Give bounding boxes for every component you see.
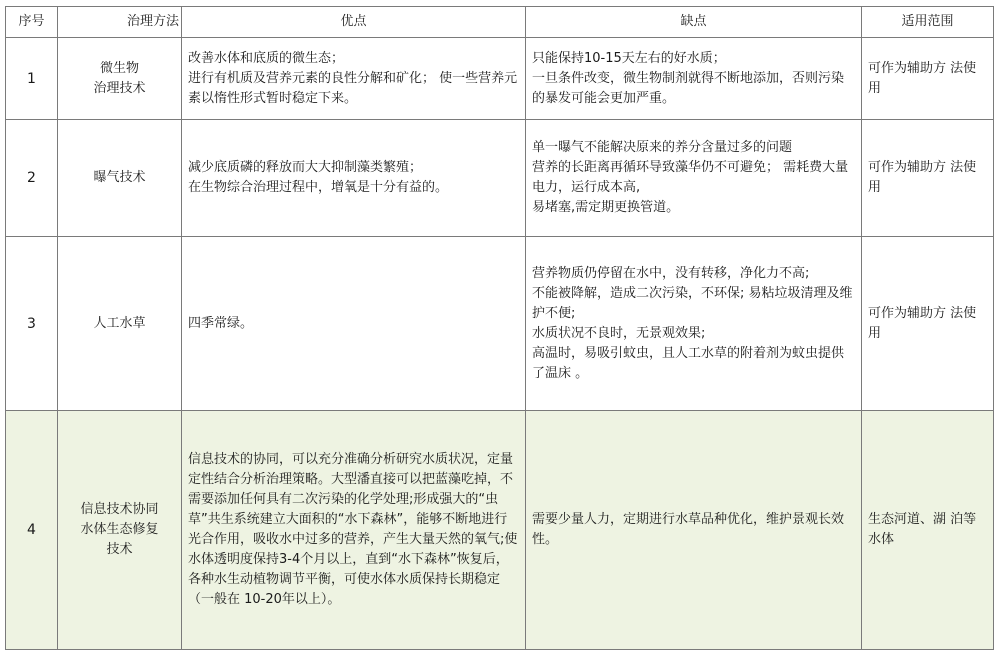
disadvantage-line: 高温时，易吸引蚊虫，且人工水草的附着剂为蚊虫提供了温床 。 xyxy=(532,345,845,381)
treatment-methods-table xyxy=(5,6,994,650)
method-line: 微生物 xyxy=(99,60,139,76)
disadvantage-line: 只能保持10-15天左右的好水质； xyxy=(532,50,726,66)
disadvantage-line: 易堵塞,需定期更换管道。 xyxy=(532,200,680,215)
header-advantages: 优点 xyxy=(182,7,526,38)
table-row xyxy=(6,38,994,120)
method-line: 人工水草 xyxy=(93,315,146,331)
disadvantages-cell xyxy=(526,38,862,120)
disadvantages-cell xyxy=(526,237,862,411)
table-row xyxy=(6,411,994,650)
disadvantage-line: 单一曝气不能解决原来的养分含量过多的问题 xyxy=(532,140,793,155)
row-number: 4 xyxy=(6,411,58,650)
header-method: 治理方法 xyxy=(58,7,182,38)
scope-cell: 可作为辅助方 法使用 xyxy=(862,120,994,237)
method-line: 曝气技术 xyxy=(93,170,146,185)
scope-cell: 生态河道、湖 泊等水体 xyxy=(862,411,994,650)
disadvantage-line: 需要少量人力，定期进行水草品种优化，维护景观长效性。 xyxy=(532,512,845,547)
header-disadvantages: 缺点 xyxy=(526,7,862,38)
disadvantage-line: 水质状况不良时，无景观效果; xyxy=(532,325,706,341)
advantage-line: 减少底质磷的释放而大大抑制藻类繁殖； xyxy=(188,160,423,175)
method-line: 治理技术 xyxy=(93,80,146,96)
advantages-cell xyxy=(182,38,526,120)
header-scope: 适用范围 xyxy=(862,7,994,38)
advantage-line: 进行有机质及营养元素的良性分解和矿化； 使一些营养元素以惰性形式暂时稳定下来。 xyxy=(188,70,518,106)
row-number: 3 xyxy=(6,237,58,411)
method-cell xyxy=(58,411,182,650)
table-row xyxy=(6,120,994,237)
advantages-cell xyxy=(182,120,526,237)
advantage-line: 信息技术的协同，可以充分准确分析研究水质状况，定量定性结合分析治理策略。大型潘直接可以把蓝藻吃掉，不需要添加任何具有二次污染的化学处理;形成强大的“虫草”共生系统建立大面积的“水下森林”，能够不断地进行光合作用，吸收水中过多的营养，产生大量天然的氧气;使水体透明度保持3-4个月以上，直到“水下森林”恢复后，各种水生动植物调节平衡，可使水体水质保持长期稳定（一般在 10-20年以上）。 xyxy=(188,452,518,607)
advantages-cell xyxy=(182,237,526,411)
table-row xyxy=(6,237,994,411)
disadvantage-line: 营养的长距离再循环导致藻华仍不可避免； 需耗费大量电力，运行成本高, xyxy=(532,160,849,195)
method-cell xyxy=(58,237,182,411)
method-line: 信息技术协同 xyxy=(80,502,159,517)
header-seq: 序号 xyxy=(6,7,58,38)
table-header-row xyxy=(6,7,994,38)
scope-cell: 可作为辅助方 法使用 xyxy=(862,237,994,411)
advantage-line: 改善水体和底质的微生态； xyxy=(188,50,345,66)
scope-cell: 可作为辅助方 法使用 xyxy=(862,38,994,120)
method-cell xyxy=(58,120,182,237)
disadvantage-line: 一旦条件改变，微生物制剂就得不断地添加，否则污染的暴发可能会更加严重。 xyxy=(532,70,845,106)
method-cell xyxy=(58,38,182,120)
disadvantages-cell xyxy=(526,411,862,650)
advantage-line: 在生物综合治理过程中，增氧是十分有益的。 xyxy=(188,180,449,195)
disadvantages-cell xyxy=(526,120,862,237)
disadvantage-line: 营养物质仍停留在水中，没有转移，净化力不高; xyxy=(532,265,810,281)
row-number: 2 xyxy=(6,120,58,237)
method-line: 技术 xyxy=(106,542,133,557)
comparison-table-wrapper xyxy=(5,6,994,650)
row-number: 1 xyxy=(6,38,58,120)
disadvantage-line: 不能被降解，造成二次污染，不环保; 易粘垃圾清理及维护不便; xyxy=(532,285,853,321)
method-line: 水体生态修复 xyxy=(80,522,159,537)
advantages-cell xyxy=(182,411,526,650)
advantage-line: 四季常绿。 xyxy=(188,315,254,331)
